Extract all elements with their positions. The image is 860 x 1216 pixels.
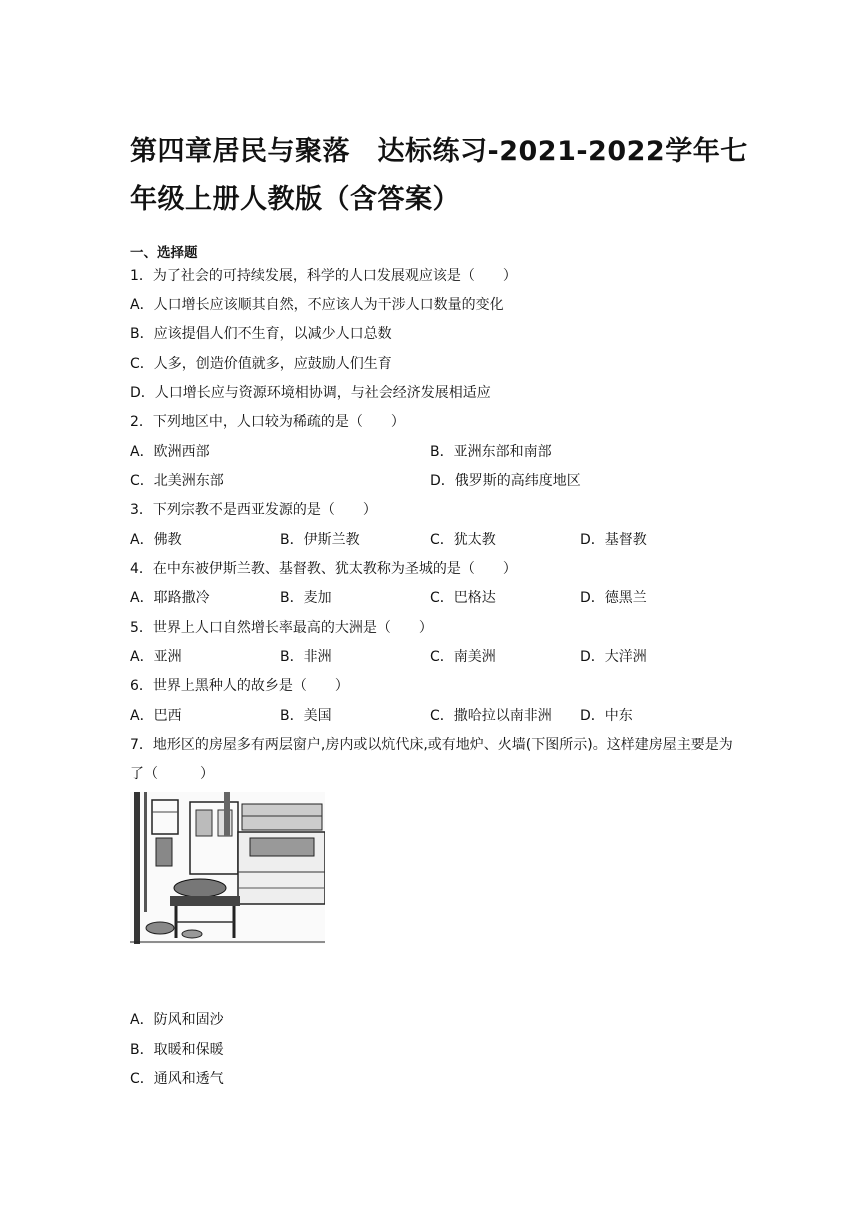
question-7-stem: 7．地形区的房屋多有两层窗户,房内或以炕代床,或有地炉、火墙(下图所示)。这样建房屋主要是为了（ ）	[130, 737, 733, 782]
question-1-option-d: D．人口增长应与资源环境相协调，与社会经济发展相适应	[130, 385, 491, 401]
question-3-stem: 3．下列宗教不是西亚发源的是（ ）	[130, 502, 377, 518]
question-3-option-d: D．基督教	[580, 532, 647, 548]
question-7-option-b: B．取暖和保暖	[130, 1042, 224, 1058]
question-2-option-c: C．北美洲东部	[130, 473, 224, 489]
question-4-option-a: A．耶路撒冷	[130, 590, 210, 606]
question-4-option-b: B．麦加	[280, 590, 332, 606]
document-title: 第四章居民与聚落 达标练习-2021-2022学年七年级上册人教版（含答案）	[130, 136, 748, 215]
question-6-stem: 6．世界上黑种人的故乡是（ ）	[130, 678, 349, 694]
question-1-option-b: B．应该提倡人们不生育，以减少人口总数	[130, 326, 392, 342]
question-7-option-c: C．通风和透气	[130, 1071, 224, 1087]
question-5-option-c: C．南美洲	[430, 649, 496, 665]
question-2-stem: 2．下列地区中，人口较为稀疏的是（ ）	[130, 414, 405, 430]
section-heading: 一、选择题	[130, 245, 198, 261]
question-5-option-d: D．大洋洲	[580, 649, 647, 665]
house-interior-figure	[130, 792, 325, 944]
question-6-option-d: D．中东	[580, 708, 633, 724]
question-3-option-a: A．佛教	[130, 532, 182, 548]
question-3-option-c: C．犹太教	[430, 532, 496, 548]
question-2-option-b: B．亚洲东部和南部	[430, 444, 552, 460]
question-4-stem: 4．在中东被伊斯兰教、基督教、犹太教称为圣城的是（ ）	[130, 561, 517, 577]
question-1-option-a: A．人口增长应该顺其自然，不应该人为干涉人口数量的变化	[130, 297, 504, 313]
question-5-option-b: B．非洲	[280, 649, 332, 665]
question-4-option-c: C．巴格达	[430, 590, 496, 606]
question-2-option-d: D．俄罗斯的高纬度地区	[430, 473, 581, 489]
question-7-option-a: A．防风和固沙	[130, 1012, 224, 1028]
question-1-stem: 1．为了社会的可持续发展，科学的人口发展观应该是（ ）	[130, 268, 517, 284]
question-3-option-b: B．伊斯兰教	[280, 532, 360, 548]
question-5-stem: 5．世界上人口自然增长率最高的大洲是（ ）	[130, 620, 433, 636]
question-6-option-a: A．巴西	[130, 708, 182, 724]
question-2-option-a: A．欧洲西部	[130, 444, 210, 460]
question-4-option-d: D．德黑兰	[580, 590, 647, 606]
question-6-option-c: C．撒哈拉以南非洲	[430, 708, 552, 724]
question-6-option-b: B．美国	[280, 708, 332, 724]
question-1-option-c: C．人多，创造价值就多，应鼓励人们生育	[130, 356, 392, 372]
question-5-option-a: A．亚洲	[130, 649, 182, 665]
